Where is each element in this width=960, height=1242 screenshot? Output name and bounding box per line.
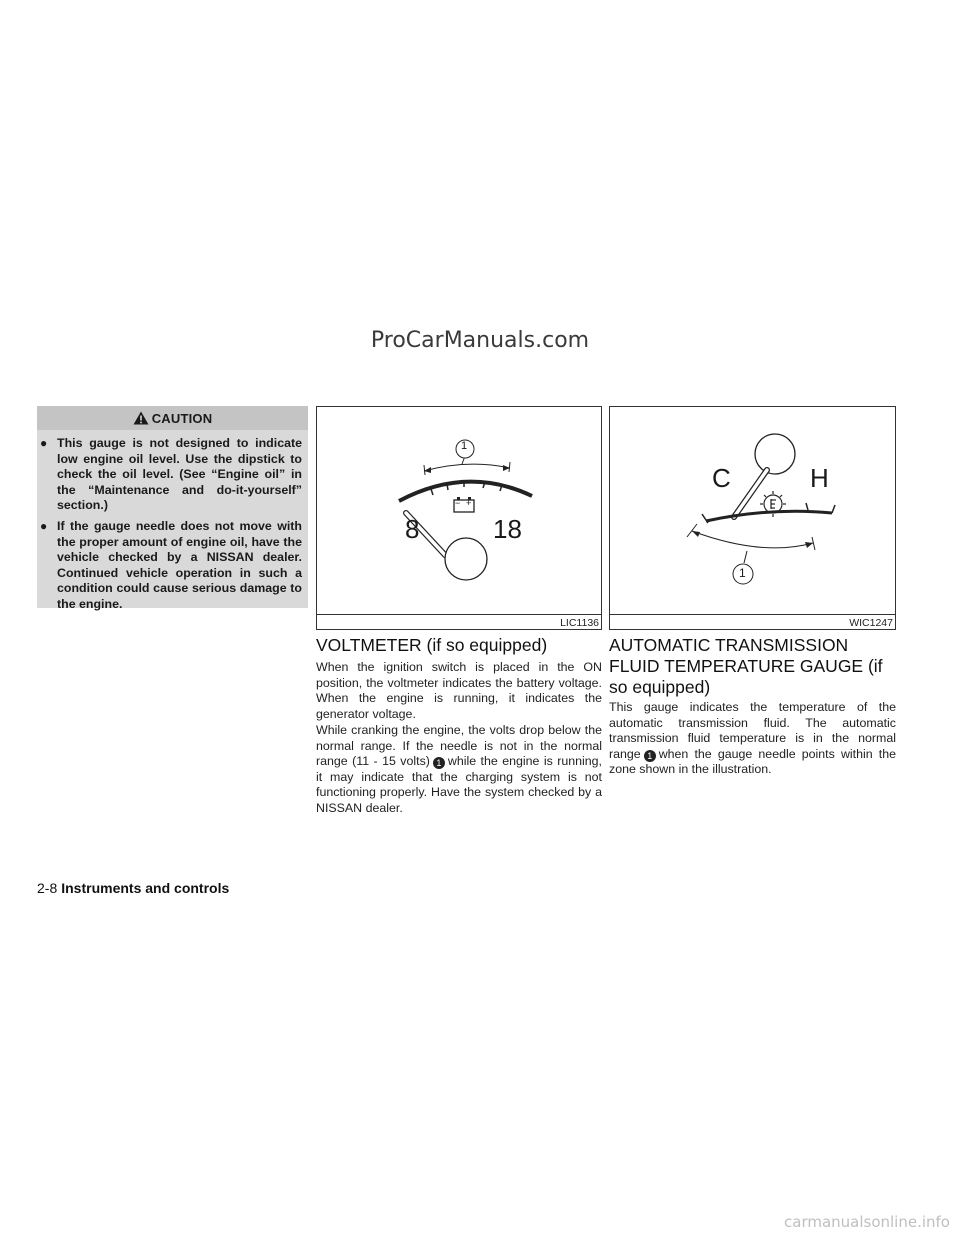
callout-ref: 1: [644, 750, 656, 762]
voltmeter-paragraph-1: When the ignition switch is placed in the ON position, the voltmeter indicates the battery voltage. When the engine is running, it indicates the generator voltage.: [316, 660, 602, 721]
caution-list: [37, 436, 308, 613]
transmission-paragraph: [609, 700, 896, 778]
battery-plus-label: +: [466, 498, 472, 508]
transmission-temp-figure: [609, 406, 896, 630]
page-footer: [37, 880, 229, 896]
label-cold: C: [712, 463, 731, 493]
caution-title: CAUTION: [151, 410, 213, 426]
section-title: Instruments and controls: [61, 880, 230, 896]
voltmeter-figure: [316, 406, 602, 630]
bullet-icon: ●: [40, 518, 48, 533]
figure-caption-rule: [610, 614, 895, 615]
warning-triangle-icon: [133, 411, 149, 425]
caution-item: [37, 436, 302, 514]
callout-number: 1: [739, 566, 746, 580]
caution-item: [37, 519, 302, 613]
scale-high-label: 18: [493, 514, 522, 544]
voltmeter-paragraph-2: [316, 723, 602, 816]
figure-code: LIC1136: [560, 617, 599, 629]
voltmeter-gauge-illustration: [317, 407, 601, 615]
watermark-top: ProCarManuals.com: [370, 328, 590, 353]
voltmeter-paragraph-2-end: while the engine is running, it may indicate that the charging system is not functioning properly. Have the system checked by a NISSAN dealer.: [316, 754, 602, 815]
watermark-bottom: carmanualsonline.info: [784, 1213, 950, 1231]
voltmeter-paragraph-2-start: While cranking the engine, the volts drop below the normal range. If the needle is not in the normal range (11 - 15 volts): [316, 723, 602, 768]
voltmeter-heading: VOLTMETER (if so equipped): [316, 635, 548, 655]
label-hot: H: [810, 463, 829, 493]
caution-box: [37, 406, 308, 611]
transmission-paragraph-end: when the gauge needle points within the zone shown in the illustration.: [609, 746, 896, 776]
figure-caption-rule: [317, 614, 601, 615]
page-number: 2-8: [37, 880, 58, 896]
callout-ref: 1: [433, 757, 445, 769]
battery-minus-label: −: [455, 498, 461, 508]
caution-header: [37, 406, 308, 430]
figure-code: WIC1247: [849, 617, 893, 629]
transmission-heading: AUTOMATIC TRANSMISSION FLUID TEMPERATURE GAUGE (if so equipped): [609, 635, 883, 697]
transmission-paragraph-start: This gauge indicates the temperature of the automatic transmission fluid. The automatic transmission fluid temperature is in the normal range: [609, 700, 896, 761]
caution-item-text: This gauge is not designed to indicate low engine oil level. Use the dipstick to check the oil level. (See “Engine oil” in the “Maintenance and do-it-yourself” section.): [57, 436, 302, 513]
scale-low-label: 8: [405, 514, 420, 544]
transmission-gauge-illustration: [610, 407, 895, 615]
bullet-icon: ●: [40, 436, 48, 450]
caution-item-text: If the gauge needle does not move with the proper amount of engine oil, have the vehicle checked by a NISSAN dealer. Continued vehicle operation in such a condition could cause serious damage to the engine.: [57, 518, 302, 611]
callout-number: 1: [461, 440, 468, 452]
